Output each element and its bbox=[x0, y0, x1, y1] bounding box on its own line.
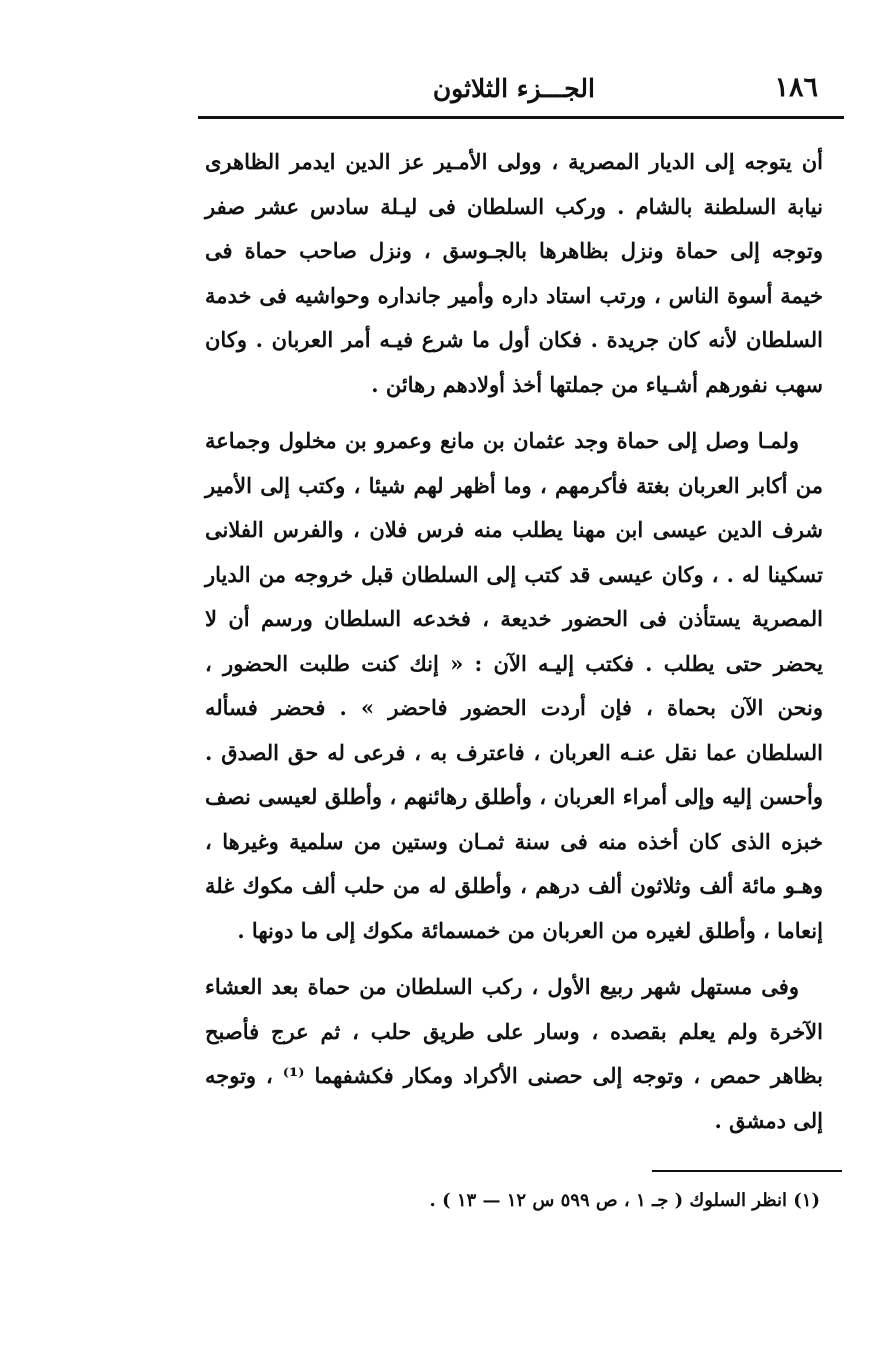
header-rule bbox=[198, 116, 844, 119]
paragraph-3: وفى مستهل شهر ربيع الأول ، ركب السلطان من حماة بعد العشاء الآخرة ولم يعلم بقصده ، وسار على طريق حلب ، ثم عرج فأصبح بظاهر حمص ، وتوجه إلى حصنى الأكراد ومكار فكشفهما ⁽¹⁾ ، وتوجه إلى دمشق . bbox=[205, 974, 824, 1133]
page-header bbox=[200, 70, 840, 114]
footnote-rule bbox=[652, 1170, 842, 1172]
page-number: ١٨٦ bbox=[774, 72, 818, 103]
main-text bbox=[205, 140, 823, 1143]
running-title: الجـــزء الثلاثون bbox=[432, 74, 595, 103]
paragraph-2: ولمـا وصل إلى حماة وجد عثمان بن مانع وعمرو بن مخلول وجماعة من أكابر العربان بغتة فأكرمهم ، وما أظهر لهم شيئا ، وكتب إلى الأمير شرف الدين عيسى ابن مهنا يطلب منه فرس فلان ، والفرس الفلانى تسكينا له . ، وكان عيسى قد كتب إلى السلطان قبل خروجه من الديار المصرية يستأذن فى الحضور خديعة ، فخدعه السلطان ورسم أن لا يحضر حتى يطلب . فكتب إليـه الآن : « إنك كنت طلبت الحضور ، ونحن الآن بحماة ، فإن أردت الحضور فاحضر » . فحضر فسأله السلطان عما نقل عنـه العربان ، فاعترف به ، فرعى له حق الصدق . وأحسن إليه وإلى أمراء العربان ، وأطلق رهائنهم ، وأطلق لعيسى نصف خبزه الذى كان أخذه منه فى سنة ثمـان وستين من سلمية وغيرها ، وهـو مائة ألف وثلاثون ألف درهم ، وأطلق له من حلب ألف مكوك غلة إنعاما ، وأطلق لغيره من العربان من خمسمائة مكوك إلى ما دونها . bbox=[205, 428, 823, 943]
footnote: (١) انظر السلوك ( جـ ١ ، ص ٥٩٩ س ١٢ — ١٣ ) . bbox=[429, 1190, 820, 1211]
paragraph-1: أن يتوجه إلى الديار المصرية ، وولى الأمـير عز الدين ايدمر الظاهرى نيابة السلطنة بالشام . وركب السلطان فى ليـلة سادس عشر صفر وتوجه إلى حماة ونزل بظاهرها بالجـوسق ، ونزل صاحب حماة فى خيمة أسوة الناس ، ورتب استاد داره وأمير جانداره وحواشيه فى خدمة السلطان لأنه كان جريدة . فكان أول ما شرع فيـه أمر العربان . وكان سهب نفورهم أشـياء من جملتها أخذ أولادهم رهائن . bbox=[205, 149, 823, 397]
